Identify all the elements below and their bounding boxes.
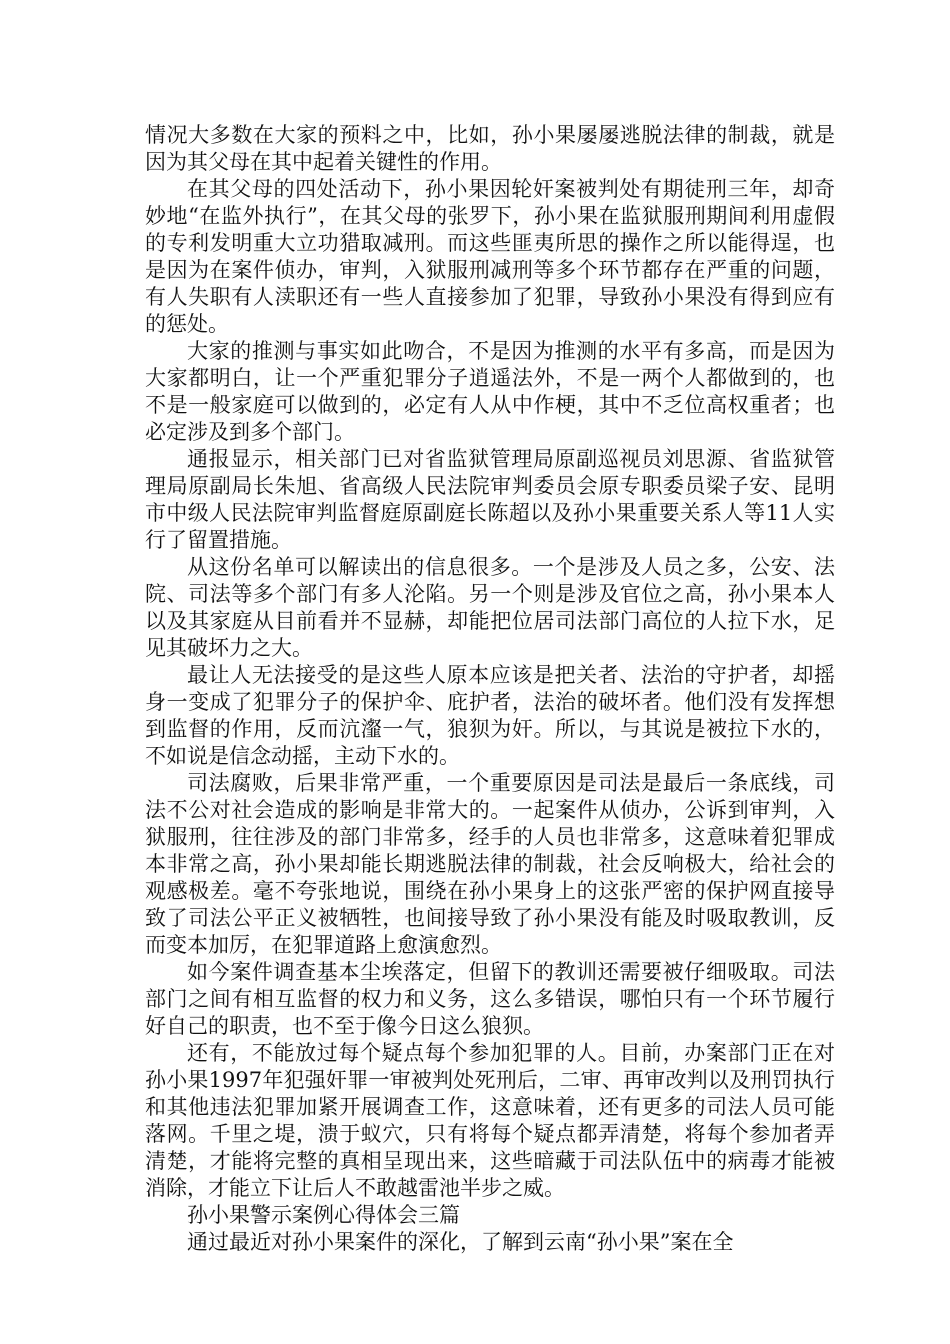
paragraph-8: 如今案件调查基本尘埃落定，但留下的教训还需要被仔细吸取。司法部门之间有相互监督的权力和义务，这么多错误，哪怕只有一个环节履行好自己的职责，也不至于像今日这么狼狈。: [145, 960, 835, 1038]
paragraph-6: 最让人无法接受的是这些人原本应该是把关者、法治的守护者，却摇身一变成了犯罪分子的保护伞、庇护者，法治的破坏者。他们没有发挥想到监督的作用，反而沆瀣一气，狼狈为奸。所以，与其说是被拉下水的，不如说是信念动摇，主动下水的。: [145, 663, 835, 768]
paragraph-4: 通报显示，相关部门已对省监狱管理局原副巡视员刘思源、省监狱管理局原副局长朱旭、省高级人民法院审判委员会原专职委员梁子安、昆明市中级人民法院审判监督庭原副庭长陈超以及孙小果重要关系人等11人实行了留置措施。: [145, 447, 835, 552]
section-heading: 孙小果警示案例心得体会三篇: [187, 1203, 460, 1227]
paragraph-7: 司法腐败，后果非常严重，一个重要原因是司法是最后一条底线，司法不公对社会造成的影响是非常大的。一起案件从侦办，公诉到审判，入狱服刑，往往涉及的部门非常多，经手的人员也非常多，这意味着犯罪成本非常之高，孙小果却能长期逃脱法律的制裁，社会反响极大，给社会的观感极差。毫不夸张地说，围绕在孙小果身上的这张严密的保护网直接导致了司法公平正义被牺牲，也间接导致了孙小果没有能及时吸取教训，反而变本加厉，在犯罪道路上愈演愈烈。: [145, 771, 835, 957]
paragraph-5: 从这份名单可以解读出的信息很多。一个是涉及人员之多，公安、法院、司法等多个部门有多人沦陷。另一个则是涉及官位之高，孙小果本人以及其家庭从目前看并不显赫，却能把位居司法部门高位的人拉下水，足见其破坏力之大。: [145, 555, 835, 660]
paragraph-2: 在其父母的四处活动下，孙小果因轮奸案被判处有期徒刑三年，却奇妙地“在监外执行”，在其父母的张罗下，孙小果在监狱服刑期间利用虚假的专利发明重大立功猎取减刑。而这些匪夷所思的操作之所以能得逞，也是因为在案件侦办，审判，入狱服刑减刑等多个环节都存在严重的问题，有人失职有人渎职还有一些人直接参加了犯罪，导致孙小果没有得到应有的惩处。: [145, 177, 835, 336]
paragraph-1: 情况大多数在大家的预料之中，比如，孙小果屡屡逃脱法律的制裁，就是因为其父母在其中起着关键性的作用。: [145, 123, 835, 174]
paragraph-10: 通过最近对孙小果案件的深化，了解到云南“孙小果”案在全: [187, 1230, 734, 1254]
paragraph-9: 还有，不能放过每个疑点每个参加犯罪的人。目前，办案部门正在对孙小果1997年犯强奸罪一审被判处死刑后，二审、再审改判以及刑罚执行和其他违法犯罪加紧开展调查工作，这意味着，还有更多的司法人员可能落网。千里之堤，溃于蚁穴，只有将每个疑点都弄清楚，将每个参加者弄清楚，才能将完整的真相呈现出来，这些暗藏于司法队伍中的病毒才能被消除，才能立下让后人不敢越雷池半步之威。: [145, 1041, 835, 1200]
paragraph-3: 大家的推测与事实如此吻合，不是因为推测的水平有多高，而是因为大家都明白，让一个严重犯罪分子逍遥法外，不是一两个人都做到的，也不是一般家庭可以做到的，必定有人从中作梗，其中不乏位高权重者；也必定涉及到多个部门。: [145, 339, 835, 444]
document-body: [145, 122, 835, 1256]
